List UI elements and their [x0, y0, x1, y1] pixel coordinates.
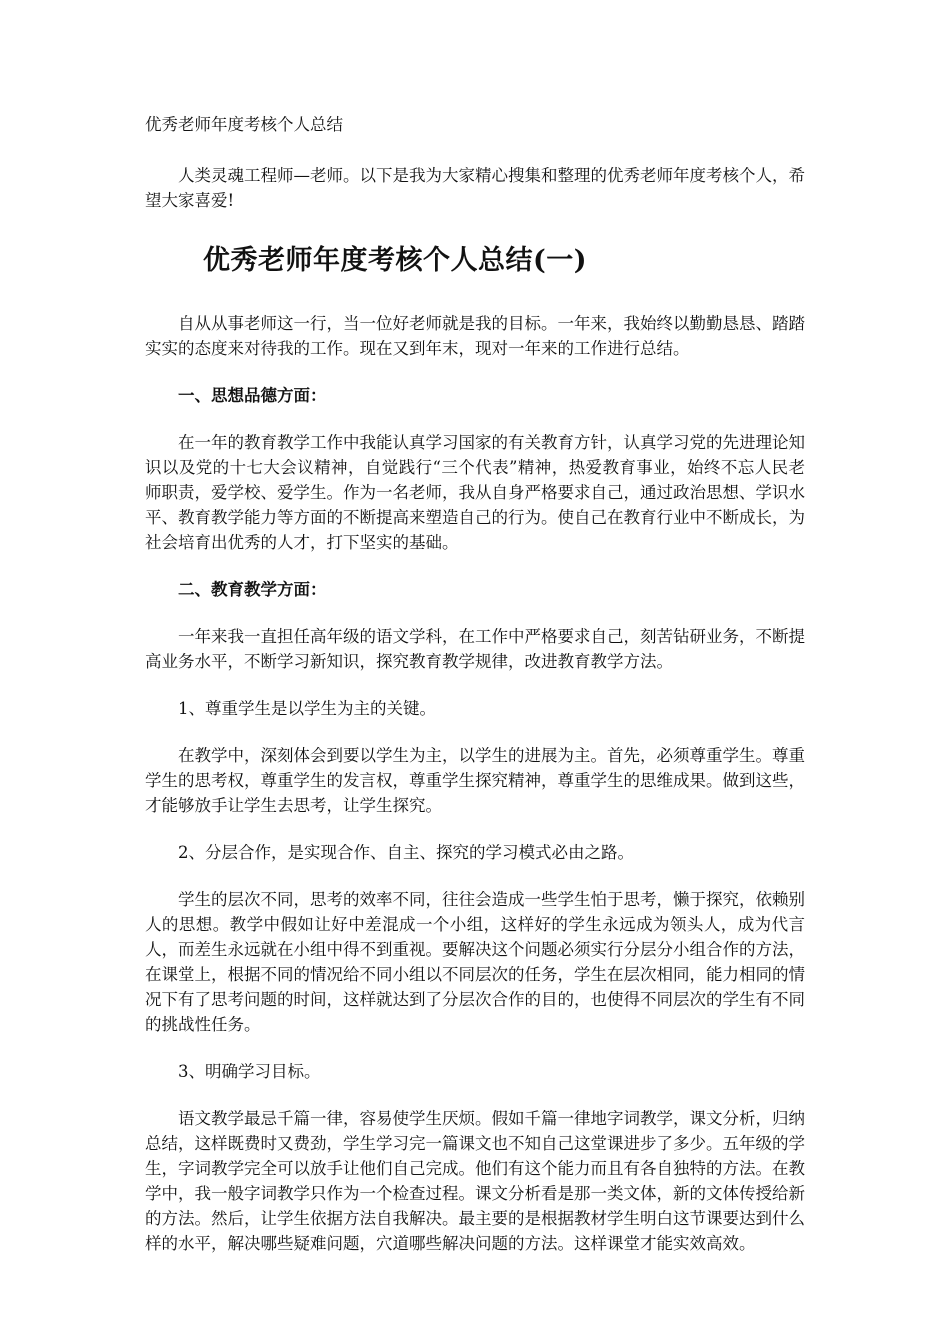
section-heading-ideology: 一、思想品德方面：: [178, 386, 327, 405]
intro-paragraph: 人类灵魂工程师—老师。以下是我为大家精心搜集和整理的优秀老师年度考核个人，希望大家喜爱!: [145, 166, 805, 210]
section-heading-teaching: 二、教育教学方面：: [178, 580, 327, 599]
main-heading: 优秀老师年度考核个人总结(一): [203, 245, 588, 276]
item-heading-layered-cooperation: 2、分层合作，是实现合作、自主、探究的学习模式必由之路。: [178, 843, 634, 862]
opening-paragraph: 自从从事老师这一行，当一位好老师就是我的目标。一年来，我始终以勤勤恳恳、踏踏实实的态度来对待我的工作。现在又到年末，现对一年来的工作进行总结。: [145, 314, 805, 358]
section-body-ideology: 在一年的教育教学工作中我能认真学习国家的有关教育方针，认真学习党的先进理论知识以及党的十七大会议精神，自觉践行“三个代表”精神，热爱教育事业，始终不忘人民老师职责，爱学校、爱学生。作为一名老师，我从自身严格要求自己，通过政治思想、学识水平、教育教学能力等方面的不断提高来塑造自己的行为。使自己在教育行业中不断成长，为社会培育出优秀的人才，打下坚实的基础。: [145, 433, 805, 552]
document-body: [145, 112, 805, 1278]
item-heading-respect-students: 1、尊重学生是以学生为主的关键。: [178, 699, 436, 718]
item-body-layered-cooperation: 学生的层次不同，思考的效率不同，往往会造成一些学生怕于思考，懒于探究，依赖别人的思想。教学中假如让好中差混成一个小组，这样好的学生永远成为领头人，成为代言人，而差生永远就在小组中得不到重视。要解决这个问题必须实行分层分小组合作的方法，在课堂上，根据不同的情况给不同小组以不同层次的任务，学生在层次相同，能力相同的情况下有了思考问题的时间，这样就达到了分层次合作的目的，也使得不同层次的学生有不同的挑战性任务。: [145, 890, 805, 1034]
item-body-respect-students: 在教学中，深刻体会到要以学生为主，以学生的进展为主。首先，必须尊重学生。尊重学生的思考权，尊重学生的发言权，尊重学生探究精神，尊重学生的思维成果。做到这些，才能够放手让学生去思考，让学生探究。: [145, 746, 805, 815]
item-body-learning-goals: 语文教学最忌千篇一律，容易使学生厌烦。假如千篇一律地字词教学，课文分析，归纳总结，这样既费时又费劲，学生学习完一篇课文也不知自己这堂课进步了多少。五年级的学生，字词教学完全可以放手让他们自己完成。他们有这个能力而且有各自独特的方法。在教学中，我一般字词教学只作为一个检查过程。课文分析看是那一类文体，新的文体传授给新的方法。然后，让学生依据方法自我解决。最主要的是根据教材学生明白这节课要达到什么样的水平，解决哪些疑难问题，穴道哪些解决问题的方法。这样课堂才能实效高效。: [145, 1109, 805, 1253]
section-body-teaching: 一年来我一直担任高年级的语文学科，在工作中严格要求自己，刻苦钻研业务，不断提高业务水平，不断学习新知识，探究教育教学规律，改进教育教学方法。: [145, 627, 805, 671]
item-heading-learning-goals: 3、明确学习目标。: [178, 1062, 321, 1081]
document-top-title: 优秀老师年度考核个人总结: [145, 115, 343, 134]
